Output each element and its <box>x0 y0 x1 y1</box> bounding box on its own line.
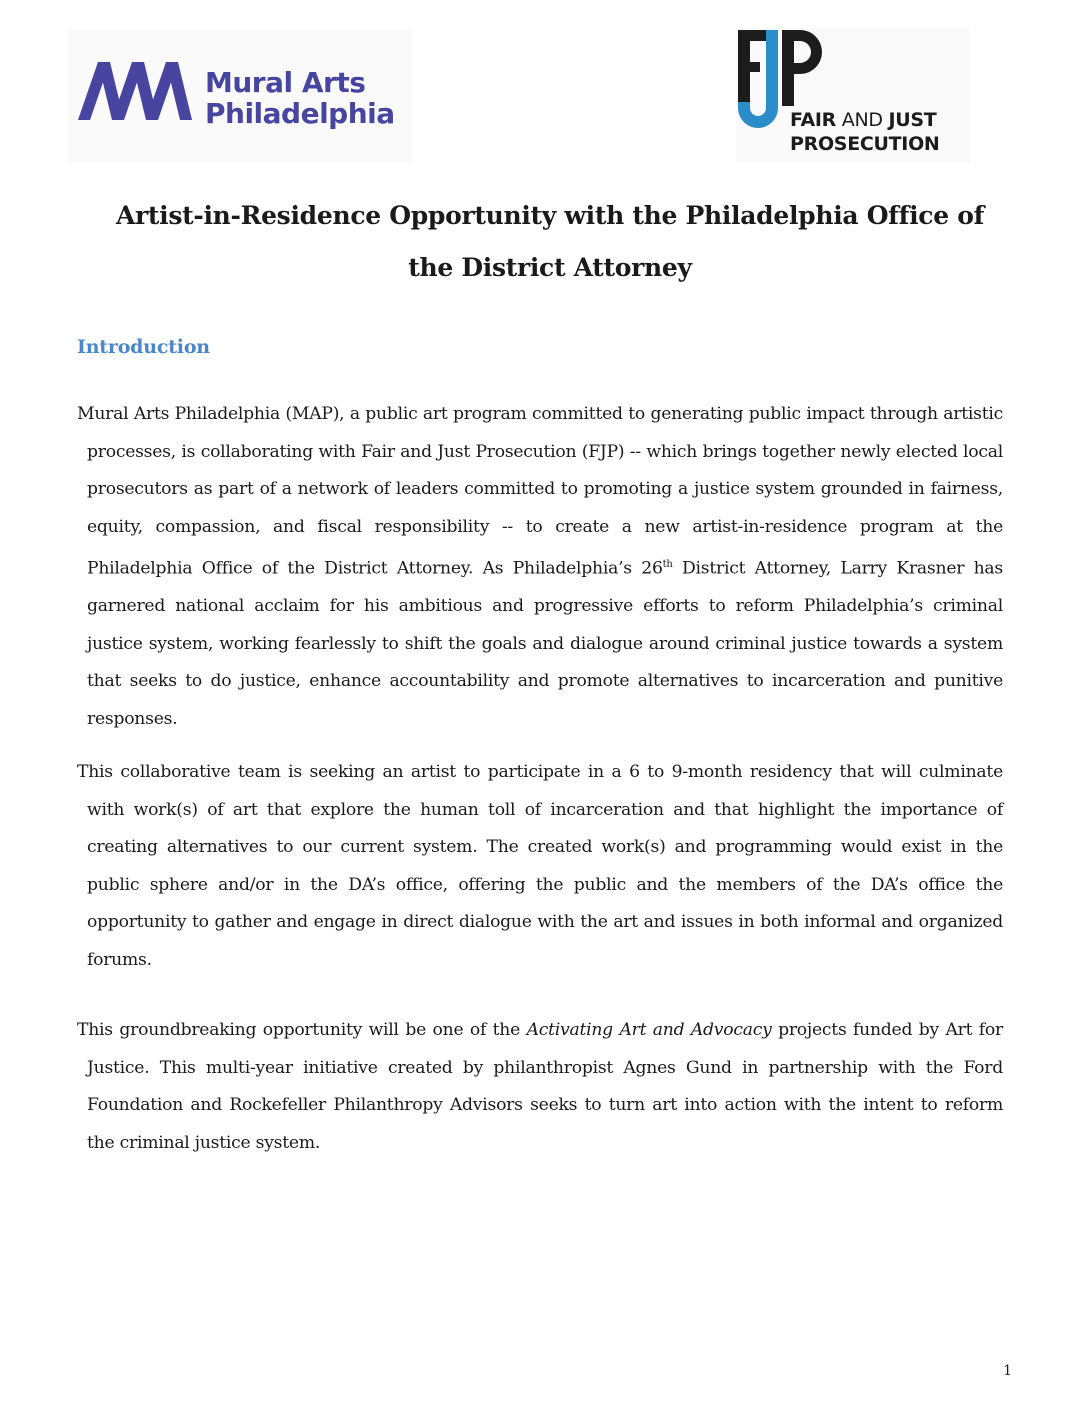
mural-arts-mark-icon <box>76 60 198 122</box>
mural-arts-wordmark <box>205 67 395 129</box>
ordinal-suffix: th <box>662 559 673 570</box>
paragraph-funding-text-a: This groundbreaking opportunity will be one of the <box>77 1020 527 1040</box>
paragraph-residency: This collaborative team is seeking an artist to participate in a 6 to 9-month residency that will culminate with work(s) of art that explore the human toll of incarceration and that highlight the importance of creating alternatives to our current system. The created work(s) and programming would exist in the public sphere and/or in the DA’s office, offering the public and the members of the DA’s office the opportunity to gather and engage in direct dialogue with the art and issues in both informal and organized forums. <box>77 762 1003 970</box>
document-title-line1: Artist-in-Residence Opportunity with the Philadelphia Office of <box>115 201 985 230</box>
paragraph-intro <box>77 396 1003 738</box>
paragraph-intro-text-b: District Attorney, Larry Krasner has garnered national acclaim for his ambitious and progressive efforts to reform Philadelphia’s criminal justice system, working fearlessly to shift the goals and dialogue around criminal justice towards a system that seeks to do justice, enhance accountability and promote alternatives to incarceration and punitive responses. <box>87 558 1003 729</box>
fjp-word-and: AND <box>836 109 889 131</box>
fjp-wordmark-line2: PROSECUTION <box>790 133 940 155</box>
fjp-word-fair: FAIR <box>790 109 837 131</box>
paragraph-funding-text-b: projects funded by Art for Justice. This multi-year initiative created by philanthropist Agnes Gund in partnership with the Ford Foundation and Rockefeller Philanthropy Advisors seeks to turn art into action with the intent to reform the criminal justice system. <box>87 1020 1003 1153</box>
project-name: Activating Art and Advocacy <box>526 1020 772 1040</box>
mural-arts-logo <box>68 30 412 162</box>
mural-arts-wordmark-line1: Mural Arts <box>205 66 366 99</box>
document-title <box>60 190 1040 294</box>
page-number: 1 <box>1003 1363 1012 1379</box>
fjp-wordmark <box>790 108 940 156</box>
mural-arts-wordmark-line2: Philadelphia <box>205 97 395 130</box>
paragraph-intro-text-a: Mural Arts Philadelphia (MAP), a public art program committed to generating public impact through artistic processes, is collaborating with Fair and Just Prosecution (FJP) -- which brings together newly elected local prosecutors as part of a network of leaders committed to promoting a justice system grounded in fairness, equity, compassion, and fiscal responsibility -- to create a new artist-in-residence program at the Philadelphia Office of the District Attorney. As Philadelphia’s 26 <box>77 404 1003 579</box>
fjp-wordmark-line1 <box>790 108 940 132</box>
section-heading: Introduction <box>77 336 210 358</box>
paragraph-funding <box>77 1012 1003 1162</box>
fjp-logo <box>736 28 970 162</box>
document-title-line2: the District Attorney <box>408 253 692 282</box>
fjp-word-just: JUST <box>888 109 937 131</box>
